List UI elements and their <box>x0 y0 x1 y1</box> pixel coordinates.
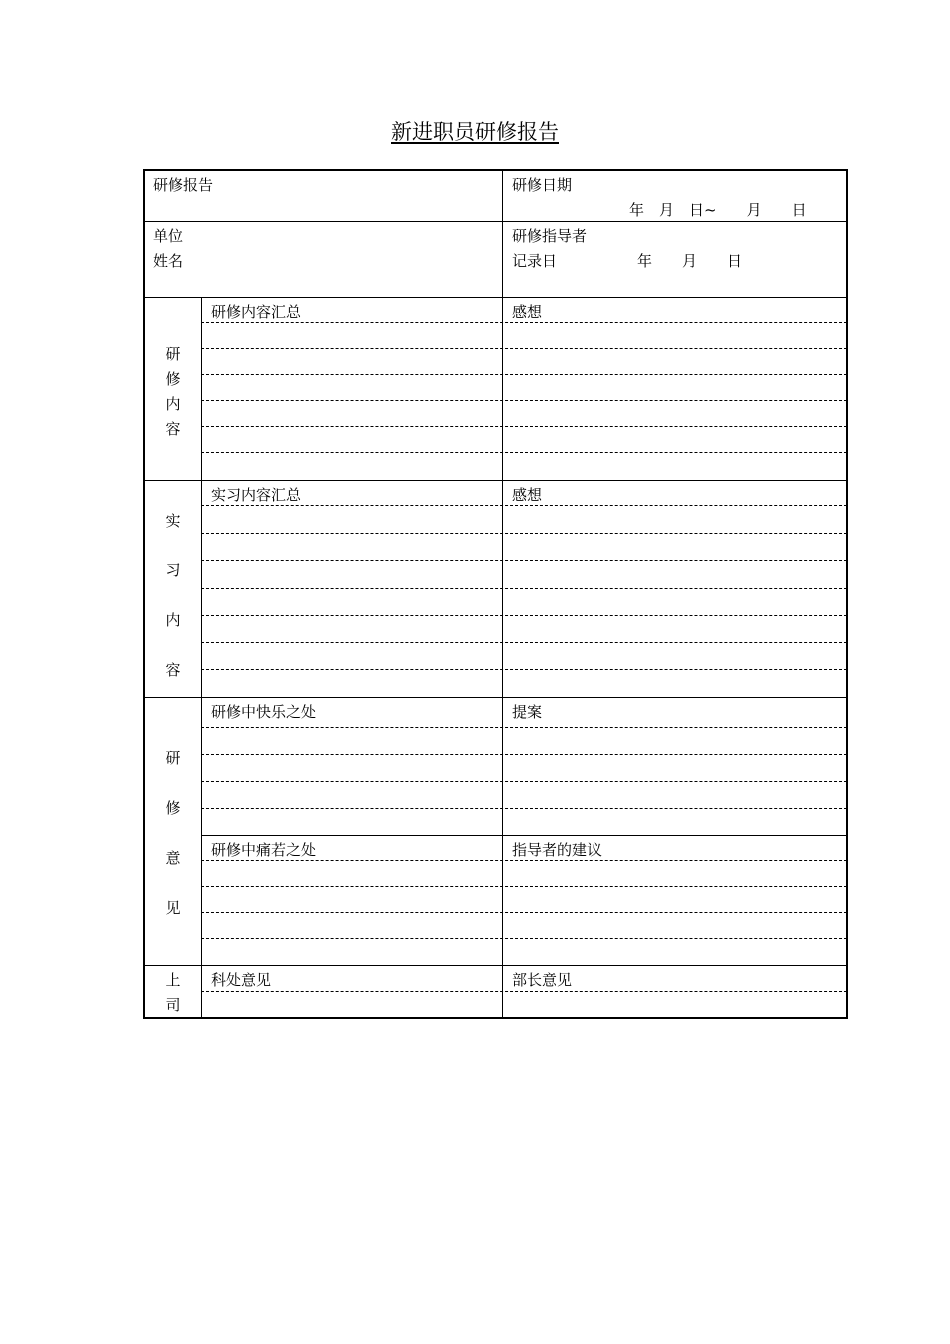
side-char: 内 <box>165 611 181 629</box>
name-label: 姓名 <box>153 252 184 270</box>
writing-line <box>201 533 847 534</box>
director-opinion-label: 部长意见 <box>512 971 573 989</box>
writing-line <box>201 400 847 401</box>
side-char: 习 <box>165 561 181 579</box>
side-char: 研 <box>165 345 181 363</box>
section-opinion-label: 科处意见 <box>211 971 272 989</box>
row-divider <box>144 697 847 698</box>
training-summary-label: 研修内容汇总 <box>211 303 302 321</box>
writing-line <box>201 615 847 616</box>
side-char: 意 <box>165 849 181 867</box>
page-title: 新进职员研修报告 <box>391 120 559 144</box>
row-divider <box>144 221 847 222</box>
column-divider <box>201 297 202 1018</box>
side-char: 研 <box>165 749 181 767</box>
side-char: 见 <box>165 899 181 917</box>
happy-points-label: 研修中快乐之处 <box>211 703 317 721</box>
writing-line <box>201 938 847 939</box>
report-label: 研修报告 <box>153 176 214 194</box>
side-char: 容 <box>165 420 181 438</box>
unit-label: 单位 <box>153 227 184 245</box>
writing-line <box>201 781 847 782</box>
writing-line <box>201 808 847 809</box>
practice-thoughts-label: 感想 <box>512 486 543 504</box>
row-divider <box>144 965 847 966</box>
training-thoughts-label: 感想 <box>512 303 543 321</box>
writing-line <box>201 886 847 887</box>
writing-line <box>201 374 847 375</box>
period-value: 年 月 日~ 月 日 <box>629 201 807 219</box>
side-char: 实 <box>165 512 181 530</box>
record-date-value: 年 月 日 <box>637 252 743 270</box>
writing-line <box>201 860 847 861</box>
advisor-advice-label: 指导者的建议 <box>512 841 603 859</box>
period-label: 研修日期 <box>512 176 573 194</box>
writing-line <box>201 322 847 323</box>
record-date-label: 记录日 <box>512 252 558 270</box>
writing-line <box>201 912 847 913</box>
advisor-label: 研修指导者 <box>512 227 588 245</box>
proposal-label: 提案 <box>512 703 543 721</box>
row-divider <box>201 835 847 836</box>
pain-points-label: 研修中痛若之处 <box>211 841 317 859</box>
writing-line <box>201 452 847 453</box>
writing-line <box>201 754 847 755</box>
side-char: 容 <box>165 661 181 679</box>
practice-summary-label: 实习内容汇总 <box>211 486 302 504</box>
writing-line <box>201 669 847 670</box>
side-char: 上 <box>165 971 181 989</box>
writing-line <box>201 426 847 427</box>
column-divider <box>502 170 503 1018</box>
writing-line <box>201 642 847 643</box>
row-divider <box>144 297 847 298</box>
writing-line <box>201 588 847 589</box>
writing-line <box>201 505 847 506</box>
writing-line <box>201 727 847 728</box>
side-char: 修 <box>165 799 181 817</box>
side-char: 内 <box>165 395 181 413</box>
side-char: 司 <box>165 996 181 1014</box>
writing-line <box>201 560 847 561</box>
side-char: 修 <box>165 370 181 388</box>
row-divider <box>144 480 847 481</box>
writing-line <box>201 348 847 349</box>
writing-line <box>201 991 847 992</box>
